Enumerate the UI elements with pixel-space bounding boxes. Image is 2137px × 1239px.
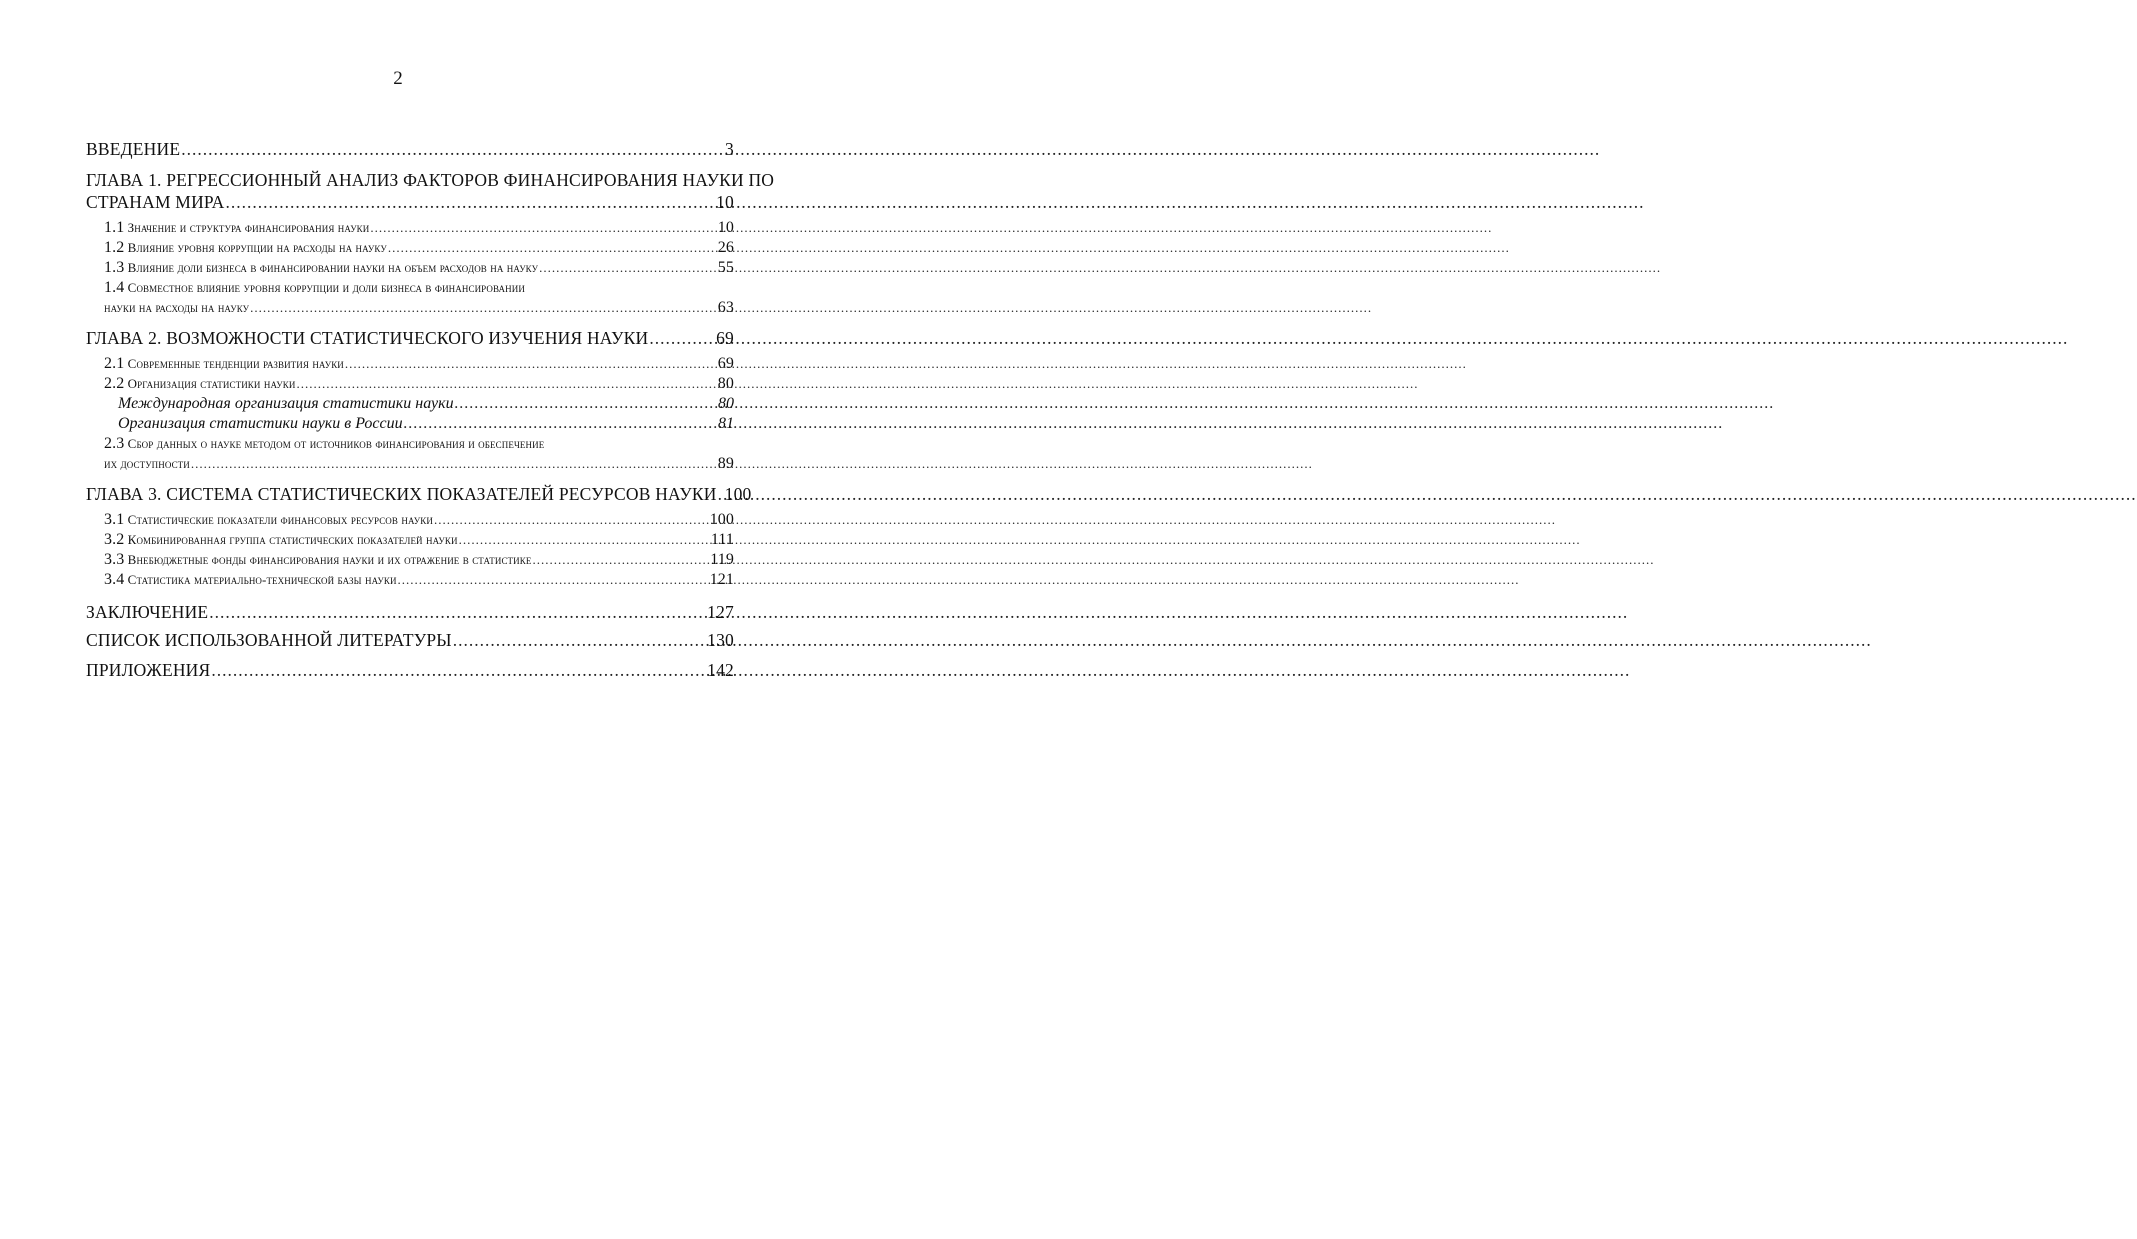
toc-entry-title: ПРИЛОЖЕНИЯ xyxy=(86,660,211,680)
page-number: 2 xyxy=(393,68,403,89)
toc-entry-section-3-2[interactable] xyxy=(86,530,734,550)
toc-entry-section-2-1[interactable] xyxy=(86,354,734,374)
toc-entry-section-3-4[interactable] xyxy=(86,570,734,590)
dot-leader xyxy=(250,298,717,318)
toc-section-title-line: 2.3 Сбор данных о науке методом от источников финансирования и обеспечение xyxy=(104,435,545,452)
toc-entry-title: ЗАКЛЮЧЕНИЕ xyxy=(86,602,209,622)
toc-entry-chapter-2[interactable] xyxy=(86,327,734,349)
toc-entry-title: 1.3 Влияние доли бизнеса в финансировании науки на объем расходов на науку xyxy=(104,259,539,276)
toc-entry-chapter-1[interactable] xyxy=(86,191,734,213)
dot-leader xyxy=(718,483,724,505)
toc-entry-title: ГЛАВА 2. ВОЗМОЖНОСТИ СТАТИСТИЧЕСКОГО ИЗУЧЕНИЯ НАУКИ xyxy=(86,328,649,348)
dot-leader xyxy=(649,327,715,349)
table-of-contents xyxy=(86,138,775,685)
toc-entry-title: ВВЕДЕНИЕ xyxy=(86,139,181,159)
toc-entry-section-1-2[interactable] xyxy=(86,238,734,258)
toc-entry-title: 3.2 Комбинированная группа статистических показателей науки xyxy=(104,531,458,548)
toc-entry-section-2-2[interactable] xyxy=(86,374,734,394)
toc-page-number: 100 xyxy=(724,484,752,504)
toc-entry-section-1-3[interactable] xyxy=(86,258,734,278)
toc-entry-section-3-3[interactable] xyxy=(86,550,734,570)
toc-page-number: 10 xyxy=(717,219,734,236)
dot-leader xyxy=(459,530,710,550)
dot-leader xyxy=(434,510,709,530)
toc-entry-title: 1.2 Влияние уровня коррупции на расходы на науку xyxy=(104,239,387,256)
toc-page-number: 100 xyxy=(709,511,734,528)
toc-entry-title: СТРАНАМ МИРА xyxy=(86,192,225,212)
dot-leader xyxy=(453,625,706,655)
toc-page-number: 142 xyxy=(707,660,734,680)
toc-entry-references[interactable] xyxy=(86,625,734,655)
toc-entry-title: ГЛАВА 3. СИСТЕМА СТАТИСТИЧЕСКИХ ПОКАЗАТЕЛЕЙ РЕСУРСОВ НАУКИ xyxy=(86,484,717,504)
toc-entry-chapter-3[interactable] xyxy=(86,483,752,505)
dot-leader xyxy=(455,394,717,414)
toc-entry-title: Организация статистики науки в России xyxy=(118,415,403,432)
toc-entry-title: 1.1 Значение и структура финансирования науки xyxy=(104,219,370,236)
toc-section-title-line: 1.4 Совместное влияние уровня коррупции и доли бизнеса в финансировании xyxy=(104,279,525,296)
toc-entry-title: Международная организация статистики науки xyxy=(118,395,454,412)
toc-entry-section-1-1[interactable] xyxy=(86,218,734,238)
toc-entry-title: науки на расходы на науку xyxy=(104,300,250,315)
dot-leader xyxy=(211,655,706,685)
dot-leader xyxy=(181,138,724,160)
dot-leader xyxy=(345,354,717,374)
toc-page-number: 89 xyxy=(717,455,734,472)
toc-entry-section-1-4[interactable] xyxy=(86,298,734,318)
toc-page-number: 80 xyxy=(717,375,734,392)
toc-entry-title: 2.1 Современные тенденции развития науки xyxy=(104,355,344,372)
toc-page-number: 63 xyxy=(717,299,734,316)
toc-page-number: 55 xyxy=(717,259,734,276)
toc-entry-intro[interactable] xyxy=(86,138,734,160)
toc-page-number: 127 xyxy=(707,602,734,622)
toc-page-number: 3 xyxy=(725,139,734,159)
dot-leader xyxy=(398,570,709,590)
dot-leader xyxy=(404,414,717,434)
toc-entry-title: СПИСОК ИСПОЛЬЗОВАННОЙ ЛИТЕРАТУРЫ xyxy=(86,630,452,650)
toc-entry-conclusion[interactable] xyxy=(86,599,734,625)
toc-page-number: 111 xyxy=(710,531,734,548)
dot-leader xyxy=(209,599,706,625)
toc-chapter-title-line: ГЛАВА 1. РЕГРЕССИОННЫЙ АНАЛИЗ ФАКТОРОВ ФИНАНСИРОВАНИЯ НАУКИ ПО xyxy=(86,170,775,190)
dot-leader xyxy=(388,238,717,258)
toc-page-number: 10 xyxy=(716,192,734,212)
toc-entry-title: 3.4 Статистика материально-технической базы науки xyxy=(104,571,397,588)
toc-entry-appendices[interactable] xyxy=(86,655,734,685)
dot-leader xyxy=(532,550,709,570)
toc-entry-section-2-3[interactable] xyxy=(86,454,734,474)
toc-entry-subsection-russia[interactable] xyxy=(86,414,734,434)
toc-page-number: 81 xyxy=(718,415,734,432)
toc-page-number: 130 xyxy=(707,630,734,650)
dot-leader xyxy=(370,218,716,238)
dot-leader xyxy=(191,454,717,474)
toc-entry-title: 3.1 Статистические показатели финансовых ресурсов науки xyxy=(104,511,433,528)
toc-entry-section-3-1[interactable] xyxy=(86,510,734,530)
toc-page-number: 69 xyxy=(717,355,734,372)
toc-entry-title: их доступности xyxy=(104,456,190,471)
toc-page-number: 69 xyxy=(716,328,734,348)
dot-leader xyxy=(225,191,715,213)
toc-page-number: 26 xyxy=(717,239,734,256)
toc-entry-title: 3.3 Внебюджетные фонды финансирования науки и их отражение в статистике xyxy=(104,551,532,568)
toc-entry-subsection-international[interactable] xyxy=(86,394,734,414)
toc-entry-title: 2.2 Организация статистики науки xyxy=(104,375,296,392)
dot-leader xyxy=(539,258,717,278)
toc-page-number: 119 xyxy=(710,551,734,568)
dot-leader xyxy=(296,374,716,394)
toc-page-number: 121 xyxy=(709,571,734,588)
toc-page-number: 80 xyxy=(718,395,734,412)
